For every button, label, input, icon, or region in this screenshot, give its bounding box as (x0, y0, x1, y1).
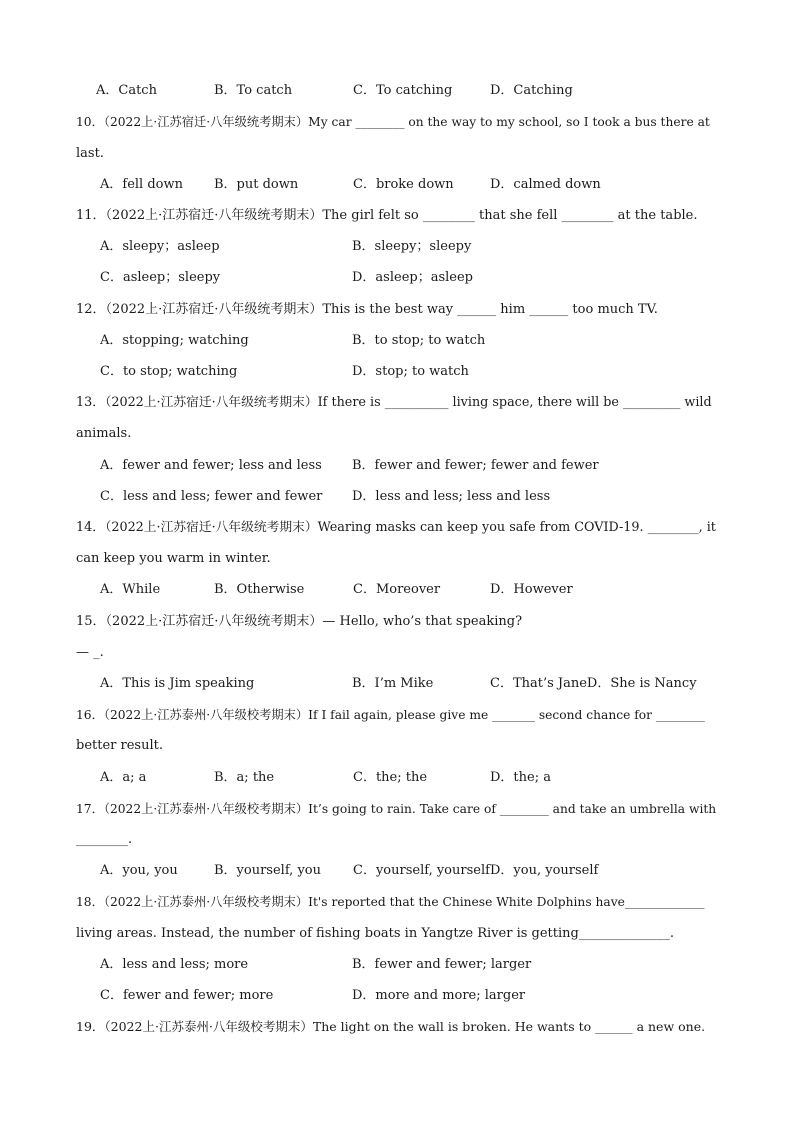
q12-option-b: B．to stop; to watch (352, 333, 486, 348)
question-17-stem: 17．（2022上·江苏泰州·八年级校考期末）It’s going to rain. Take care of ________ and take an umbrella with (76, 802, 717, 816)
q18-option-d: D．more and more; larger (352, 988, 526, 1003)
question-17-stem-cont: ________. (76, 832, 133, 847)
q15-option-a: A．This is Jim speaking (100, 676, 255, 691)
q9-option-b: B．To catch (214, 83, 293, 98)
question-13-stem: 13．（2022上·江苏宿迁·八年级统考期末）If there is __________ living space, there will be _________ wild (76, 395, 712, 410)
q12-option-d: D．stop; to watch (352, 364, 469, 379)
q18-option-b: B．fewer and fewer; larger (352, 957, 532, 972)
q12-option-c: C．to stop; watching (100, 364, 238, 379)
q10-option-b: B．put down (214, 177, 299, 192)
q14-option-d: D．However (490, 582, 573, 597)
q16-option-a: A．a; a (100, 770, 147, 785)
question-18-stem-cont: living areas. Instead, the number of fishing boats in Yangtze River is getting______________. (76, 926, 674, 941)
q17-option-c: C．yourself, yourself (353, 863, 490, 878)
question-16-stem-cont: better result. (76, 738, 163, 753)
question-16-stem: 16．（2022上·江苏泰州·八年级校考期末）If I fail again, please give me _______ second chance for ________ (76, 708, 705, 722)
question-15-stem-cont: — _. (76, 645, 104, 660)
q14-option-b: B．Otherwise (214, 582, 305, 597)
question-12-stem: 12．（2022上·江苏宿迁·八年级统考期末）This is the best way ______ him ______ too much TV. (76, 302, 658, 317)
q16-option-b: B．a; the (214, 770, 275, 785)
q16-option-c: C．the; the (353, 770, 428, 785)
q17-option-a: A．you, you (100, 863, 178, 878)
q10-option-c: C．broke down (353, 177, 454, 192)
q11-option-c: C．asleep；sleepy (100, 270, 221, 285)
q16-option-d: D．the; a (490, 770, 551, 785)
q13-option-b: B．fewer and fewer; fewer and fewer (352, 458, 599, 473)
q9-option-a: A．Catch (96, 83, 157, 98)
q17-option-b: B．yourself, you (214, 863, 321, 878)
question-10-stem: 10．（2022上·江苏宿迁·八年级统考期末）My car ________ on the way to my school, so I took a bus there at (76, 115, 710, 129)
q17-option-d: D．you, yourself (490, 863, 599, 878)
q14-option-a: A．While (100, 582, 161, 597)
q15-option-c-d: C．That’s JaneD．She is Nancy (490, 676, 697, 691)
q13-option-c: C．less and less; fewer and fewer (100, 489, 323, 504)
q10-option-d: D．calmed down (490, 177, 601, 192)
q13-option-a: A．fewer and fewer; less and less (100, 458, 322, 473)
question-13-stem-cont: animals. (76, 426, 132, 441)
q11-option-a: A．sleepy；asleep (100, 239, 220, 254)
q18-option-c: C．fewer and fewer; more (100, 988, 274, 1003)
question-14-stem-cont: can keep you warm in winter. (76, 551, 271, 566)
question-18-stem: 18．（2022上·江苏泰州·八年级校考期末）It's reported that the Chinese White Dolphins have_____________ (76, 895, 705, 909)
q18-option-a: A．less and less; more (100, 957, 249, 972)
question-19-stem: 19．（2022上·江苏泰州·八年级校考期末）The light on the wall is broken. He wants to ______ a new one. (76, 1019, 706, 1034)
q10-option-a: A．fell down (100, 177, 183, 192)
q14-option-c: C．Moreover (353, 582, 441, 597)
question-11-stem: 11．（2022上·江苏宿迁·八年级统考期末）The girl felt so ________ that she fell ________ at the table. (76, 208, 698, 223)
q13-option-d: D．less and less; less and less (352, 489, 551, 504)
question-15-stem: 15．（2022上·江苏宿迁·八年级统考期末）— Hello, who’s that speaking? (76, 614, 523, 629)
q15-option-b: B．I’m Mike (352, 676, 434, 691)
question-10-stem-cont: last. (76, 146, 104, 161)
q9-option-c: C．To catching (353, 83, 453, 98)
q9-option-d: D．Catching (490, 83, 573, 98)
question-14-stem: 14．（2022上·江苏宿迁·八年级统考期末）Wearing masks can keep you safe from COVID-19. ________, it (76, 520, 716, 535)
q12-option-a: A．stopping; watching (100, 333, 249, 348)
q11-option-b: B．sleepy；sleepy (352, 239, 472, 254)
q11-option-d: D．asleep；asleep (352, 270, 473, 285)
